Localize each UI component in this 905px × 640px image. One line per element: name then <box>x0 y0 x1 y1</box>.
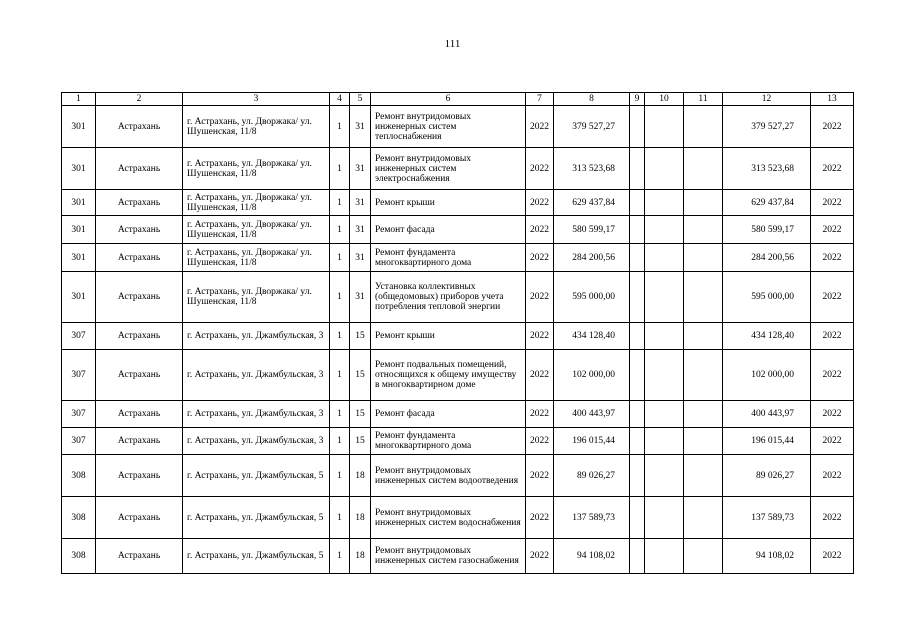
year-cell: 2022 <box>526 106 554 148</box>
work-type-cell: Ремонт внутридомовых инженерных систем водоснабжения <box>371 497 526 539</box>
column-10-cell <box>645 428 684 455</box>
completion-year-cell: 2022 <box>811 428 854 455</box>
year-cell: 2022 <box>526 216 554 244</box>
column-header: 12 <box>723 93 811 106</box>
column-5-cell: 31 <box>350 148 371 190</box>
year-cell: 2022 <box>526 190 554 216</box>
column-9-cell <box>630 539 645 574</box>
page-number: 111 <box>444 38 461 50</box>
cost-cell: 400 443,97 <box>554 401 630 428</box>
cost-cell: 629 437,84 <box>554 190 630 216</box>
table-body <box>62 106 854 574</box>
address-cell: г. Астрахань, ул. Джамбульская, 5 <box>183 455 330 497</box>
row-number-cell: 307 <box>62 428 96 455</box>
table-row <box>62 350 854 401</box>
column-header: 7 <box>526 93 554 106</box>
row-number-cell: 301 <box>62 106 96 148</box>
address-cell: г. Астрахань, ул. Дворжака/ ул. Шушенская, 11/8 <box>183 272 330 323</box>
column-header: 3 <box>183 93 330 106</box>
completion-year-cell: 2022 <box>811 455 854 497</box>
city-cell: Астрахань <box>96 148 183 190</box>
cost-cell: 89 026,27 <box>554 455 630 497</box>
table-row <box>62 244 854 272</box>
column-11-cell <box>684 190 723 216</box>
column-5-cell: 15 <box>350 428 371 455</box>
column-5-cell: 18 <box>350 455 371 497</box>
column-header: 10 <box>645 93 684 106</box>
table-row <box>62 106 854 148</box>
column-4-cell: 1 <box>330 272 350 323</box>
column-4-cell: 1 <box>330 323 350 350</box>
table-row <box>62 539 854 574</box>
column-header: 9 <box>630 93 645 106</box>
column-11-cell <box>684 455 723 497</box>
address-cell: г. Астрахань, ул. Дворжака/ ул. Шушенская, 11/8 <box>183 148 330 190</box>
address-cell: г. Астрахань, ул. Джамбульская, 3 <box>183 323 330 350</box>
total-cost-cell: 137 589,73 <box>723 497 811 539</box>
work-type-cell: Ремонт фундамента многоквартирного дома <box>371 428 526 455</box>
column-header: 5 <box>350 93 371 106</box>
work-type-cell: Ремонт внутридомовых инженерных систем теплоснабжения <box>371 106 526 148</box>
column-4-cell: 1 <box>330 497 350 539</box>
total-cost-cell: 400 443,97 <box>723 401 811 428</box>
city-cell: Астрахань <box>96 216 183 244</box>
column-9-cell <box>630 323 645 350</box>
column-11-cell <box>684 272 723 323</box>
column-header: 6 <box>371 93 526 106</box>
column-11-cell <box>684 148 723 190</box>
column-10-cell <box>645 401 684 428</box>
city-cell: Астрахань <box>96 350 183 401</box>
cost-cell: 434 128,40 <box>554 323 630 350</box>
city-cell: Астрахань <box>96 323 183 350</box>
total-cost-cell: 313 523,68 <box>723 148 811 190</box>
address-cell: г. Астрахань, ул. Дворжака/ ул. Шушенская, 11/8 <box>183 244 330 272</box>
cost-cell: 137 589,73 <box>554 497 630 539</box>
column-number-row <box>62 93 854 106</box>
column-10-cell <box>645 323 684 350</box>
row-number-cell: 307 <box>62 350 96 401</box>
total-cost-cell: 89 026,27 <box>723 455 811 497</box>
column-11-cell <box>684 106 723 148</box>
address-cell: г. Астрахань, ул. Дворжака/ ул. Шушенская, 11/8 <box>183 190 330 216</box>
cost-cell: 196 015,44 <box>554 428 630 455</box>
column-10-cell <box>645 148 684 190</box>
total-cost-cell: 595 000,00 <box>723 272 811 323</box>
year-cell: 2022 <box>526 539 554 574</box>
city-cell: Астрахань <box>96 401 183 428</box>
city-cell: Астрахань <box>96 106 183 148</box>
column-10-cell <box>645 497 684 539</box>
city-cell: Астрахань <box>96 539 183 574</box>
work-type-cell: Установка коллективных (общедомовых) приборов учета потребления тепловой энергии <box>371 272 526 323</box>
work-type-cell: Ремонт внутридомовых инженерных систем электроснабжения <box>371 148 526 190</box>
completion-year-cell: 2022 <box>811 539 854 574</box>
row-number-cell: 308 <box>62 497 96 539</box>
address-cell: г. Астрахань, ул. Дворжака/ ул. Шушенская, 11/8 <box>183 216 330 244</box>
table-row <box>62 272 854 323</box>
column-5-cell: 31 <box>350 244 371 272</box>
city-cell: Астрахань <box>96 244 183 272</box>
column-11-cell <box>684 244 723 272</box>
work-type-cell: Ремонт подвальных помещений, относящихся к общему имуществу в многоквартирном доме <box>371 350 526 401</box>
column-11-cell <box>684 401 723 428</box>
column-9-cell <box>630 272 645 323</box>
column-header: 2 <box>96 93 183 106</box>
work-type-cell: Ремонт крыши <box>371 323 526 350</box>
city-cell: Астрахань <box>96 455 183 497</box>
column-9-cell <box>630 244 645 272</box>
column-4-cell: 1 <box>330 244 350 272</box>
total-cost-cell: 580 599,17 <box>723 216 811 244</box>
completion-year-cell: 2022 <box>811 272 854 323</box>
cost-cell: 284 200,56 <box>554 244 630 272</box>
column-11-cell <box>684 428 723 455</box>
row-number-cell: 301 <box>62 148 96 190</box>
table-row <box>62 323 854 350</box>
column-11-cell <box>684 497 723 539</box>
column-11-cell <box>684 350 723 401</box>
column-9-cell <box>630 350 645 401</box>
column-4-cell: 1 <box>330 401 350 428</box>
column-header: 13 <box>811 93 854 106</box>
column-10-cell <box>645 106 684 148</box>
year-cell: 2022 <box>526 272 554 323</box>
column-header: 4 <box>330 93 350 106</box>
city-cell: Астрахань <box>96 272 183 323</box>
cost-cell: 102 000,00 <box>554 350 630 401</box>
column-9-cell <box>630 401 645 428</box>
year-cell: 2022 <box>526 244 554 272</box>
table-row <box>62 497 854 539</box>
address-cell: г. Астрахань, ул. Джамбульская, 5 <box>183 497 330 539</box>
year-cell: 2022 <box>526 455 554 497</box>
work-type-cell: Ремонт внутридомовых инженерных систем водоотведения <box>371 455 526 497</box>
column-5-cell: 15 <box>350 323 371 350</box>
column-9-cell <box>630 455 645 497</box>
table-row <box>62 428 854 455</box>
completion-year-cell: 2022 <box>811 401 854 428</box>
completion-year-cell: 2022 <box>811 497 854 539</box>
repair-schedule-table <box>61 92 854 574</box>
completion-year-cell: 2022 <box>811 106 854 148</box>
city-cell: Астрахань <box>96 428 183 455</box>
column-header: 8 <box>554 93 630 106</box>
row-number-cell: 301 <box>62 190 96 216</box>
row-number-cell: 308 <box>62 539 96 574</box>
column-5-cell: 18 <box>350 539 371 574</box>
column-5-cell: 31 <box>350 106 371 148</box>
column-4-cell: 1 <box>330 428 350 455</box>
column-11-cell <box>684 216 723 244</box>
column-header: 11 <box>684 93 723 106</box>
column-4-cell: 1 <box>330 190 350 216</box>
column-10-cell <box>645 244 684 272</box>
column-header: 1 <box>62 93 96 106</box>
column-10-cell <box>645 350 684 401</box>
column-4-cell: 1 <box>330 148 350 190</box>
total-cost-cell: 284 200,56 <box>723 244 811 272</box>
cost-cell: 580 599,17 <box>554 216 630 244</box>
column-5-cell: 31 <box>350 272 371 323</box>
year-cell: 2022 <box>526 428 554 455</box>
column-10-cell <box>645 190 684 216</box>
row-number-cell: 307 <box>62 401 96 428</box>
total-cost-cell: 94 108,02 <box>723 539 811 574</box>
table-row <box>62 190 854 216</box>
completion-year-cell: 2022 <box>811 148 854 190</box>
column-4-cell: 1 <box>330 216 350 244</box>
column-9-cell <box>630 216 645 244</box>
row-number-cell: 301 <box>62 272 96 323</box>
completion-year-cell: 2022 <box>811 350 854 401</box>
completion-year-cell: 2022 <box>811 190 854 216</box>
column-5-cell: 18 <box>350 497 371 539</box>
column-5-cell: 31 <box>350 190 371 216</box>
year-cell: 2022 <box>526 350 554 401</box>
total-cost-cell: 434 128,40 <box>723 323 811 350</box>
address-cell: г. Астрахань, ул. Джамбульская, 3 <box>183 350 330 401</box>
column-5-cell: 31 <box>350 216 371 244</box>
work-type-cell: Ремонт внутридомовых инженерных систем газоснабжения <box>371 539 526 574</box>
table-row <box>62 401 854 428</box>
work-type-cell: Ремонт фундамента многоквартирного дома <box>371 244 526 272</box>
completion-year-cell: 2022 <box>811 216 854 244</box>
completion-year-cell: 2022 <box>811 323 854 350</box>
column-9-cell <box>630 428 645 455</box>
year-cell: 2022 <box>526 497 554 539</box>
completion-year-cell: 2022 <box>811 244 854 272</box>
column-4-cell: 1 <box>330 350 350 401</box>
column-10-cell <box>645 539 684 574</box>
table-row <box>62 216 854 244</box>
row-number-cell: 307 <box>62 323 96 350</box>
cost-cell: 379 527,27 <box>554 106 630 148</box>
year-cell: 2022 <box>526 323 554 350</box>
total-cost-cell: 379 527,27 <box>723 106 811 148</box>
total-cost-cell: 102 000,00 <box>723 350 811 401</box>
city-cell: Астрахань <box>96 190 183 216</box>
work-type-cell: Ремонт фасада <box>371 216 526 244</box>
address-cell: г. Астрахань, ул. Джамбульская, 3 <box>183 428 330 455</box>
address-cell: г. Астрахань, ул. Джамбульская, 3 <box>183 401 330 428</box>
cost-cell: 595 000,00 <box>554 272 630 323</box>
work-type-cell: Ремонт крыши <box>371 190 526 216</box>
work-type-cell: Ремонт фасада <box>371 401 526 428</box>
column-4-cell: 1 <box>330 539 350 574</box>
year-cell: 2022 <box>526 148 554 190</box>
column-9-cell <box>630 190 645 216</box>
row-number-cell: 301 <box>62 244 96 272</box>
address-cell: г. Астрахань, ул. Джамбульская, 5 <box>183 539 330 574</box>
table-row <box>62 148 854 190</box>
table-row <box>62 455 854 497</box>
year-cell: 2022 <box>526 401 554 428</box>
column-11-cell <box>684 539 723 574</box>
total-cost-cell: 196 015,44 <box>723 428 811 455</box>
address-cell: г. Астрахань, ул. Дворжака/ ул. Шушенская, 11/8 <box>183 106 330 148</box>
column-9-cell <box>630 148 645 190</box>
row-number-cell: 308 <box>62 455 96 497</box>
column-4-cell: 1 <box>330 106 350 148</box>
column-10-cell <box>645 455 684 497</box>
cost-cell: 313 523,68 <box>554 148 630 190</box>
column-11-cell <box>684 323 723 350</box>
cost-cell: 94 108,02 <box>554 539 630 574</box>
column-9-cell <box>630 497 645 539</box>
column-5-cell: 15 <box>350 401 371 428</box>
row-number-cell: 301 <box>62 216 96 244</box>
total-cost-cell: 629 437,84 <box>723 190 811 216</box>
column-4-cell: 1 <box>330 455 350 497</box>
city-cell: Астрахань <box>96 497 183 539</box>
column-10-cell <box>645 272 684 323</box>
column-9-cell <box>630 106 645 148</box>
column-5-cell: 15 <box>350 350 371 401</box>
column-10-cell <box>645 216 684 244</box>
